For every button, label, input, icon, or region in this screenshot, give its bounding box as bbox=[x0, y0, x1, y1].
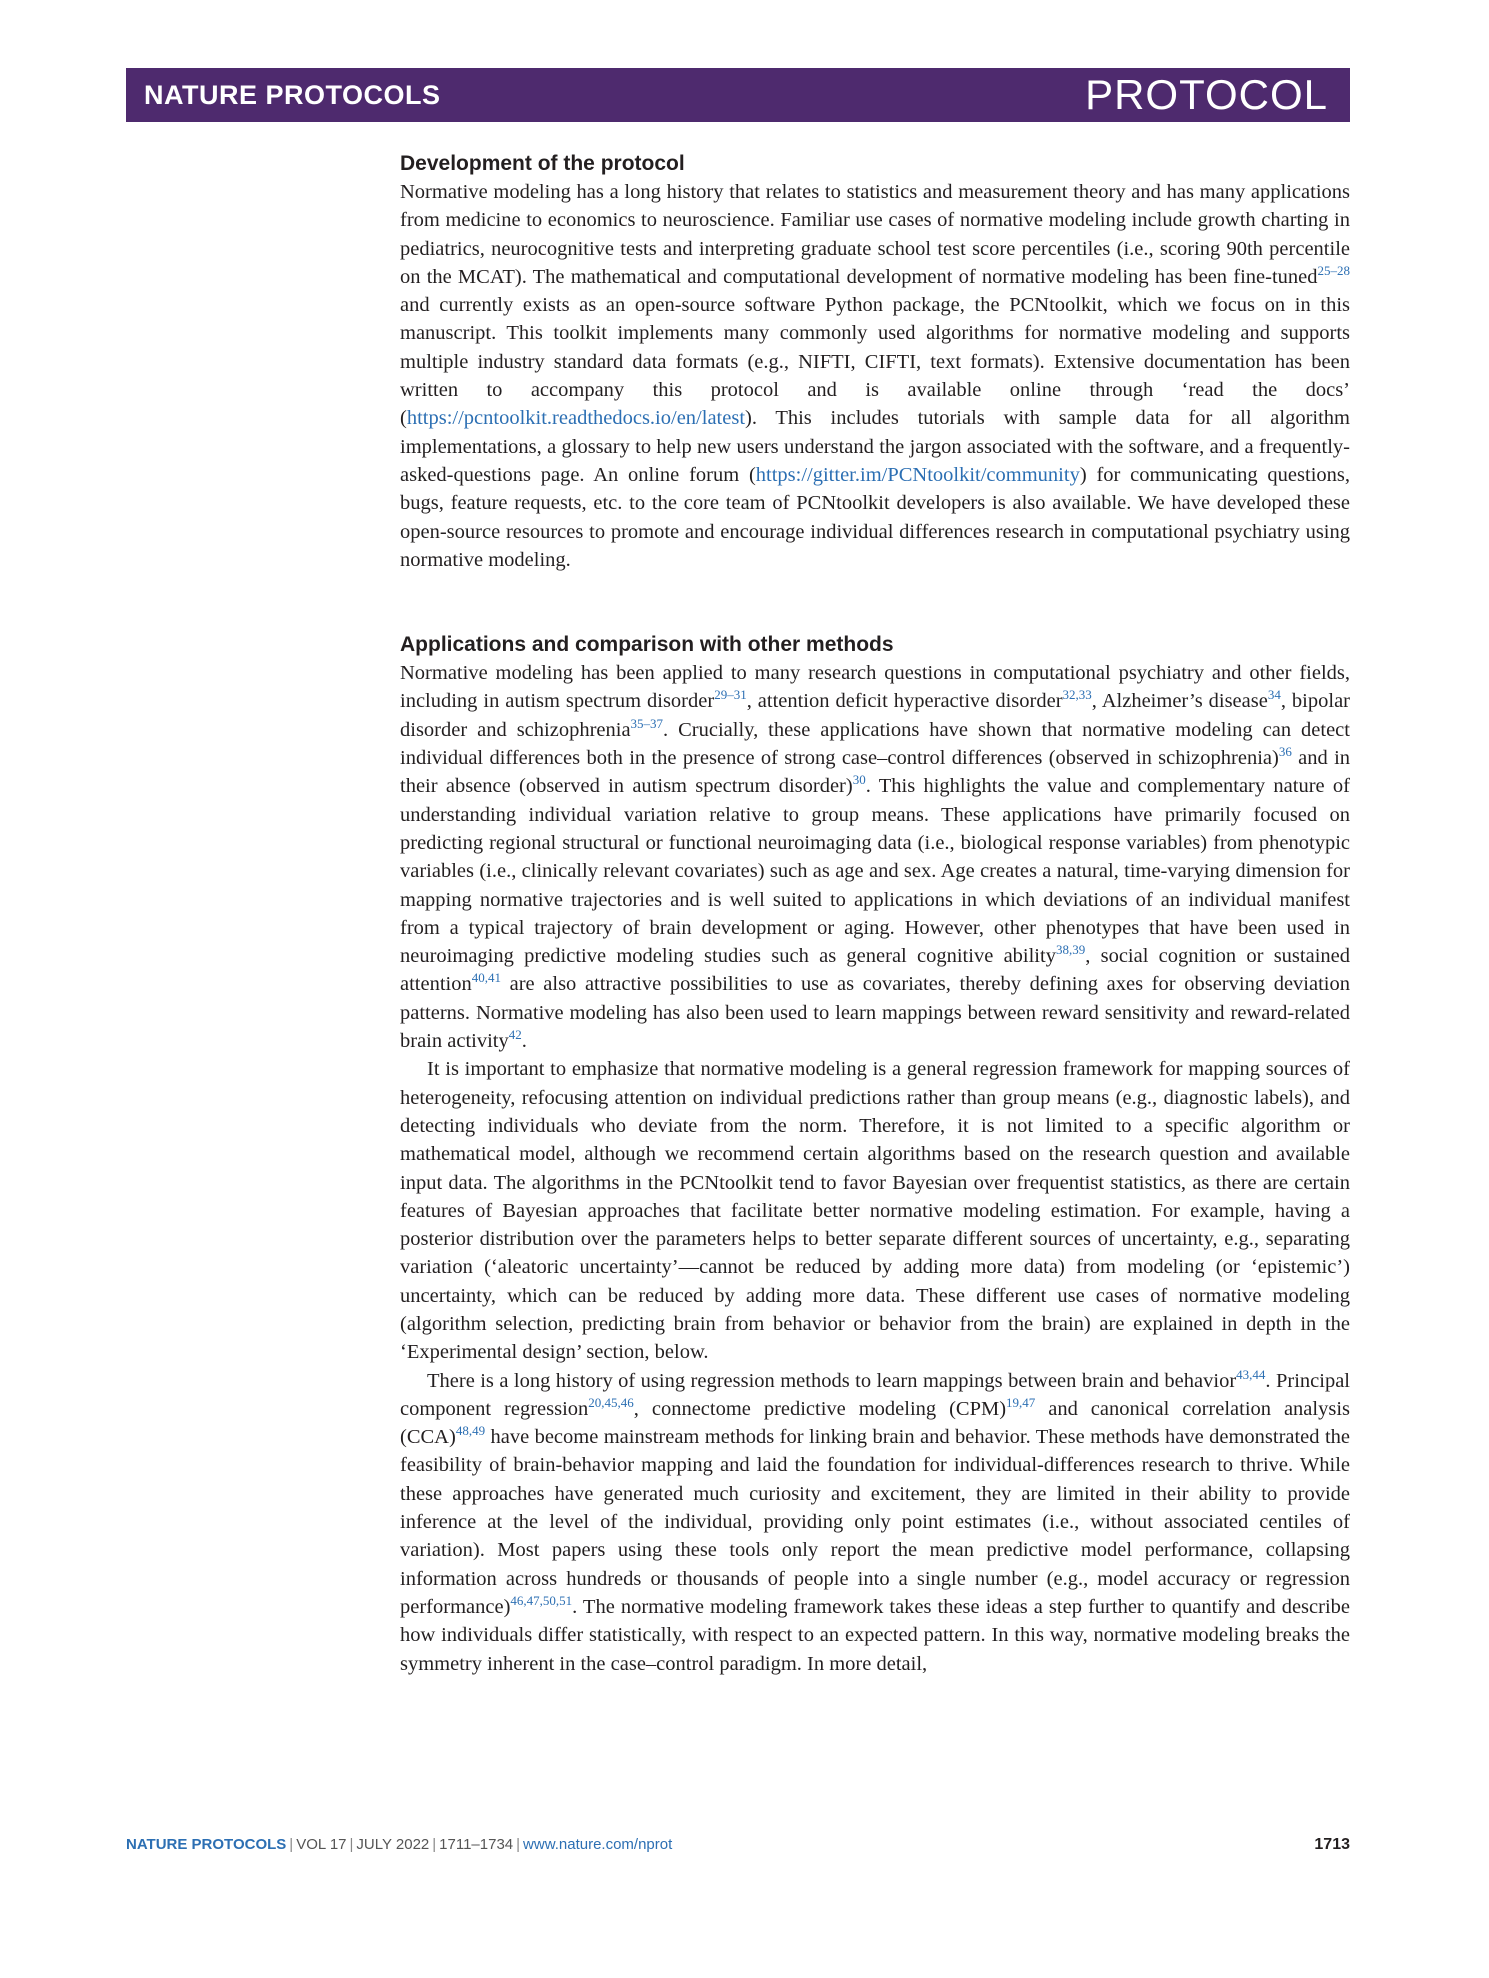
docs-link[interactable]: https://pcntoolkit.readthedocs.io/en/latest bbox=[406, 407, 746, 430]
section-title-development: Development of the protocol bbox=[400, 152, 685, 175]
citation[interactable]: 48,49 bbox=[455, 1423, 486, 1439]
forum-link[interactable]: https://gitter.im/PCNtoolkit/community bbox=[755, 463, 1080, 486]
citation[interactable]: 38,39 bbox=[1055, 942, 1086, 958]
citation[interactable]: 36 bbox=[1278, 744, 1292, 760]
citation[interactable]: 40,41 bbox=[471, 970, 501, 986]
paragraph-applications-1: Normative modeling has been applied to many research questions in computational psychiatry and other fields, including in autism spectrum disorder$^{29-31}$, attention deficit hyperactive disorder$^{32,33}$, Alzheimer’s disease$^{34}$, bipolar disorder and schizophrenia$^{35-37}$. Crucially, these applications have shown that normative modeling can detect individual differences both in the presence of strong case–control differences (observed in schizophrenia)$^{36}$ and in their absence (observed in autism spectrum disorder)$^{30}$. This highlights the value and complementary nature of understanding individual variation relative to group means. These applications have primarily focused on predicting regional structural or functional neuroimaging data (i.e., biological response variables) from phenotypic variables (i.e., clinically relevant covariates) such as age and sex. Age creates a natural, time-varying dimension for mapping normative trajectories and is well suited to applications in which deviations of an individual manifest from a typical trajectory of brain development or aging. However, other phenotypes that have been used in neuroimaging predictive modeling studies such as general cognitive ability$^{38,39}$, social cognition or sustained attention$^{40,41}$ are also attractive possibilities to use as covariates, thereby defining axes for observing deviation patterns. Normative modeling has also been used to learn mappings between reward sensitivity and reward-related brain activity$^{42}$. bbox=[400, 662, 1351, 1053]
journal-name: NATURE PROTOCOLS bbox=[144, 79, 441, 110]
paragraph-development: Normative modeling has a long history that relates to statistics and measurement theory and has many applications from medicine to economics to neuroscience. Familiar use cases of normative modeling include growth charting in pediatrics, neurocognitive tests and interpreting graduate school test score percentiles (i.e., scoring 90th percentile on the MCAT). The mathematical and computational development of normative modeling has been fine-tuned$^{25-28}$ and currently exists as an open-source software Python package, the PCNtoolkit, which we focus on in this manuscript. This toolkit implements many commonly used algorithms for normative modeling and supports multiple industry standard data formats (e.g., NIFTI, CIFTI, text formats). Extensive documentation has been written to accompany this protocol and is available online through ‘read the docs’ (https://pcntoolkit.readthedocs.io/en/latest). This includes tutorials with sample data for all algorithm implementations, a glossary to help new users understand the jargon associated with the software, and a frequently-asked-questions page. An online forum (https://gitter.im/PCNtoolkit/community) for communicating questions, bugs, feature requests, etc. to the core team of PCNtoolkit developers is also available. We have developed these open-source resources to promote and encourage individual differences research in computational psychiatry using normative modeling. bbox=[400, 181, 1351, 571]
citation[interactable]: 32,33 bbox=[1062, 687, 1092, 703]
footer-journal: NATURE PROTOCOLS bbox=[126, 1836, 287, 1853]
article-body bbox=[400, 150, 1350, 1678]
journal-banner bbox=[126, 68, 1350, 122]
section-title-applications: Applications and comparison with other methods bbox=[400, 633, 894, 657]
citation[interactable]: 34 bbox=[1267, 687, 1281, 703]
paragraph-applications-3: There is a long history of using regression methods to learn mappings between brain and behavior$^{43,44}$. Principal component regression$^{20,45,46}$, connectome predictive modeling (CPM)$^{19,47}$ and canonical correlation analysis (CCA)$^{48,49}$ have become mainstream methods for linking brain and behavior. These methods have demonstrated the feasibility of brain-behavior mapping and laid the foundation for individual-differences research to thrive. While these approaches have generated much curiosity and excitement, they are limited in their ability to provide inference at the level of the individual, providing only point estimates (i.e., without associated centiles of variation). Most papers using these tools only report the mean predictive model performance, collapsing information across hundreds or thousands of people into a single number (e.g., model accuracy or regression performance)$^{46,47,50,51}$. The normative modeling framework takes these ideas a step further to quantify and describe how individuals differ statistically, with respect to an expected pattern. In this way, normative modeling breaks the symmetry inherent in the case–control paradigm. In more detail, bbox=[400, 1366, 1351, 1675]
footer-pages: 1711–1734 bbox=[439, 1836, 514, 1853]
citation[interactable]: 25–28 bbox=[1317, 262, 1350, 278]
page-footer bbox=[126, 1836, 1350, 1854]
footer-citation: NATURE PROTOCOLS | VOL 17 | JULY 2022 | 1711–1734 | www.nature.com/nprot bbox=[126, 1836, 673, 1853]
citation[interactable]: 30 bbox=[852, 772, 866, 788]
citation[interactable]: 19,47 bbox=[1006, 1394, 1036, 1410]
citation[interactable]: 46,47,50,51 bbox=[510, 1592, 573, 1608]
citation[interactable]: 43,44 bbox=[1236, 1366, 1266, 1382]
footer-volume: VOL 17 bbox=[296, 1836, 347, 1853]
citation[interactable]: 29–31 bbox=[714, 687, 747, 703]
footer-date: JULY 2022 bbox=[356, 1836, 430, 1853]
paragraph-applications-2: It is important to emphasize that normative modeling is a general regression framework for mapping sources of heterogeneity, refocusing attention on individual predictions rather than group means (e.g., diagnostic labels), and detecting individuals who deviate from the norm. Therefore, it is not limited to a specific algorithm or mathematical model, although we recommend certain algorithms based on the research question and available input data. The algorithms in the PCNtoolkit tend to favor Bayesian over frequentist statistics, as there are certain features of Bayesian approaches that facilitate better normative modeling estimation. For example, having a posterior distribution over the parameters helps to better separate different sources of uncertainty, e.g., separating variation (‘aleatoric uncertainty’—cannot be reduced by adding more data) from modeling (or ‘epistemic’) uncertainty, which can be reduced by adding more data. These different use cases of normative modeling (algorithm selection, predicting brain from behavior or behavior from the brain) are explained in depth in the ‘Experimental design’ section, below. bbox=[400, 1058, 1350, 1364]
page-number: 1713 bbox=[1314, 1836, 1350, 1853]
footer-url[interactable]: www.nature.com/nprot bbox=[523, 1836, 673, 1853]
citation[interactable]: 42 bbox=[508, 1027, 522, 1043]
article-type: PROTOCOL bbox=[1085, 71, 1328, 118]
citation[interactable]: 20,45,46 bbox=[588, 1394, 634, 1410]
citation[interactable]: 35–37 bbox=[630, 715, 664, 731]
